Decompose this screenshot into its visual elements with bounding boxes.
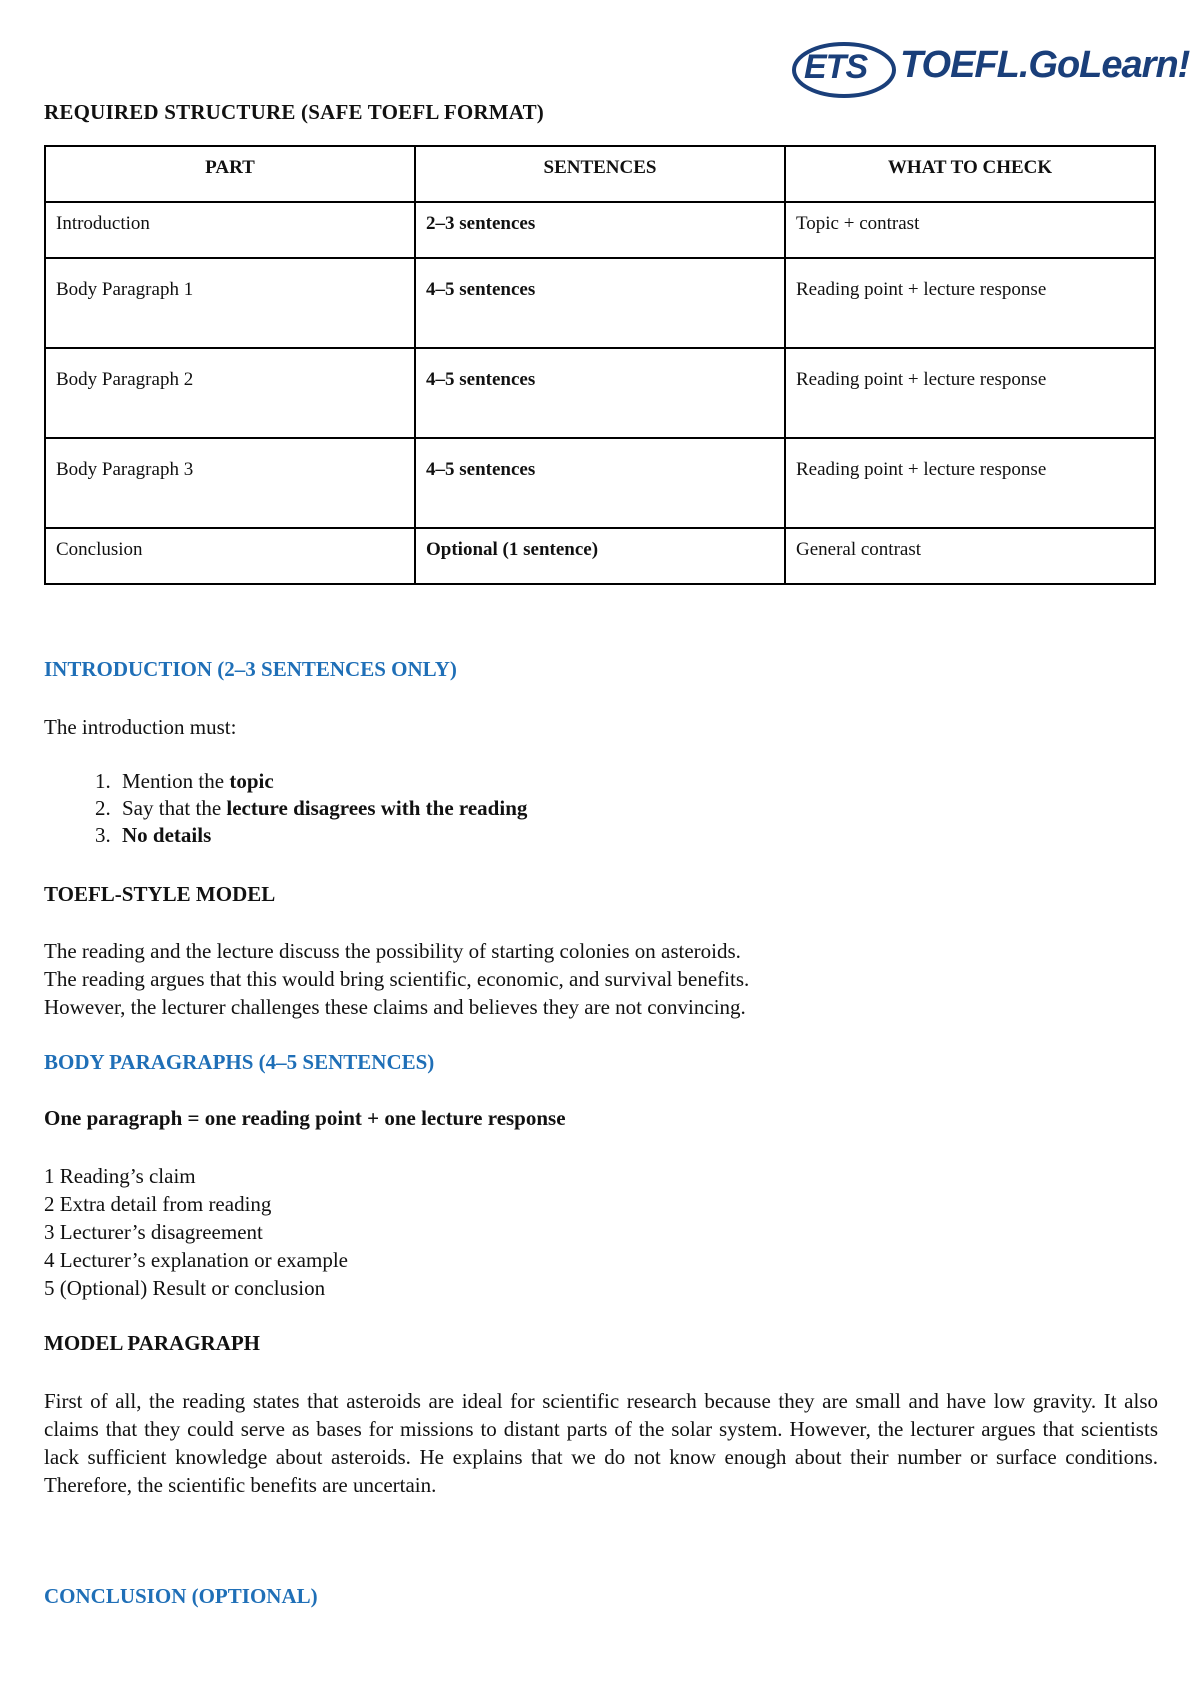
step-text: Mention the xyxy=(122,769,230,793)
header-what-to-check: WHAT TO CHECK xyxy=(785,146,1155,202)
structure-table xyxy=(44,145,1156,585)
body-rule: One paragraph = one reading point + one lecture response xyxy=(44,1106,566,1130)
step-bold-text: No details xyxy=(122,823,212,847)
model-paragraph-text: First of all, the reading states that asteroids are ideal for scientific research because they are small and have low gravity. It also claims that they could serve as bases for missions to distant parts of the solar system. However, the lecturer argues that scientists lack sufficient knowledge about asteroids. He explains that we do not know enough about their number or surface conditions. Therefore, the scientific benefits are uncertain. xyxy=(44,1389,1158,1497)
header-part: PART xyxy=(45,146,415,202)
list-item xyxy=(116,822,1162,849)
cell-part: Body Paragraph 2 xyxy=(45,348,415,438)
model-line: The reading argues that this would bring scientific, economic, and survival benefits. xyxy=(44,967,750,991)
cell-check: Reading point + lecture response xyxy=(785,348,1155,438)
cell-check: Reading point + lecture response xyxy=(785,438,1155,528)
cell-part: Body Paragraph 1 xyxy=(45,258,415,348)
table-header-row xyxy=(45,146,1155,202)
table-row xyxy=(45,438,1155,528)
list-item: 4 Lecturer’s explanation or example xyxy=(44,1248,348,1272)
table-row xyxy=(45,258,1155,348)
table-row xyxy=(45,202,1155,258)
cell-part: Conclusion xyxy=(45,528,415,584)
cell-sentences: 4–5 sentences xyxy=(415,348,785,438)
introduction-steps-list xyxy=(44,768,1162,849)
table-row xyxy=(45,528,1155,584)
ets-logo-text: ETS xyxy=(804,48,868,86)
step-bold-text: topic xyxy=(229,769,274,793)
list-item: 5 (Optional) Result or conclusion xyxy=(44,1276,326,1300)
cell-part: Introduction xyxy=(45,202,415,258)
cell-sentences: 4–5 sentences xyxy=(415,438,785,528)
introduction-lead: The introduction must: xyxy=(44,715,237,739)
body-steps xyxy=(44,1162,1162,1302)
introduction-heading: INTRODUCTION (2–3 SENTENCES ONLY) xyxy=(44,657,457,681)
toefl-style-model-text xyxy=(44,937,1162,1021)
conclusion-heading: CONCLUSION (OPTIONAL) xyxy=(44,1584,318,1608)
list-item: 1 Reading’s claim xyxy=(44,1164,196,1188)
table-row xyxy=(45,348,1155,438)
toefl-golearn-logo-text: TOEFL.GoLearn! xyxy=(900,44,1190,86)
cell-check: Reading point + lecture response xyxy=(785,258,1155,348)
introduction-steps xyxy=(44,768,1162,849)
step-text: Say that the xyxy=(122,796,227,820)
page-title: REQUIRED STRUCTURE (SAFE TOEFL FORMAT) xyxy=(44,100,545,124)
model-line: However, the lecturer challenges these claims and believes they are not convincing. xyxy=(44,995,746,1019)
cell-sentences: Optional (1 sentence) xyxy=(415,528,785,584)
list-item xyxy=(116,768,1162,795)
step-bold-text: lecture disagrees with the reading xyxy=(226,796,528,820)
structure-section xyxy=(44,100,1162,585)
cell-check: Topic + contrast xyxy=(785,202,1155,258)
ets-toefl-golearn-logo xyxy=(792,40,1190,100)
model-line: The reading and the lecture discuss the possibility of starting colonies on asteroids. xyxy=(44,939,741,963)
list-item: 3 Lecturer’s disagreement xyxy=(44,1220,263,1244)
cell-sentences: 2–3 sentences xyxy=(415,202,785,258)
toefl-style-model-heading: TOEFL-STYLE MODEL xyxy=(44,882,276,906)
header-sentences: SENTENCES xyxy=(415,146,785,202)
cell-check: General contrast xyxy=(785,528,1155,584)
list-item: 2 Extra detail from reading xyxy=(44,1192,272,1216)
cell-sentences: 4–5 sentences xyxy=(415,258,785,348)
list-item xyxy=(116,795,1162,822)
model-paragraph-heading: MODEL PARAGRAPH xyxy=(44,1331,261,1355)
body-paragraphs-heading: BODY PARAGRAPHS (4–5 SENTENCES) xyxy=(44,1050,435,1074)
cell-part: Body Paragraph 3 xyxy=(45,438,415,528)
